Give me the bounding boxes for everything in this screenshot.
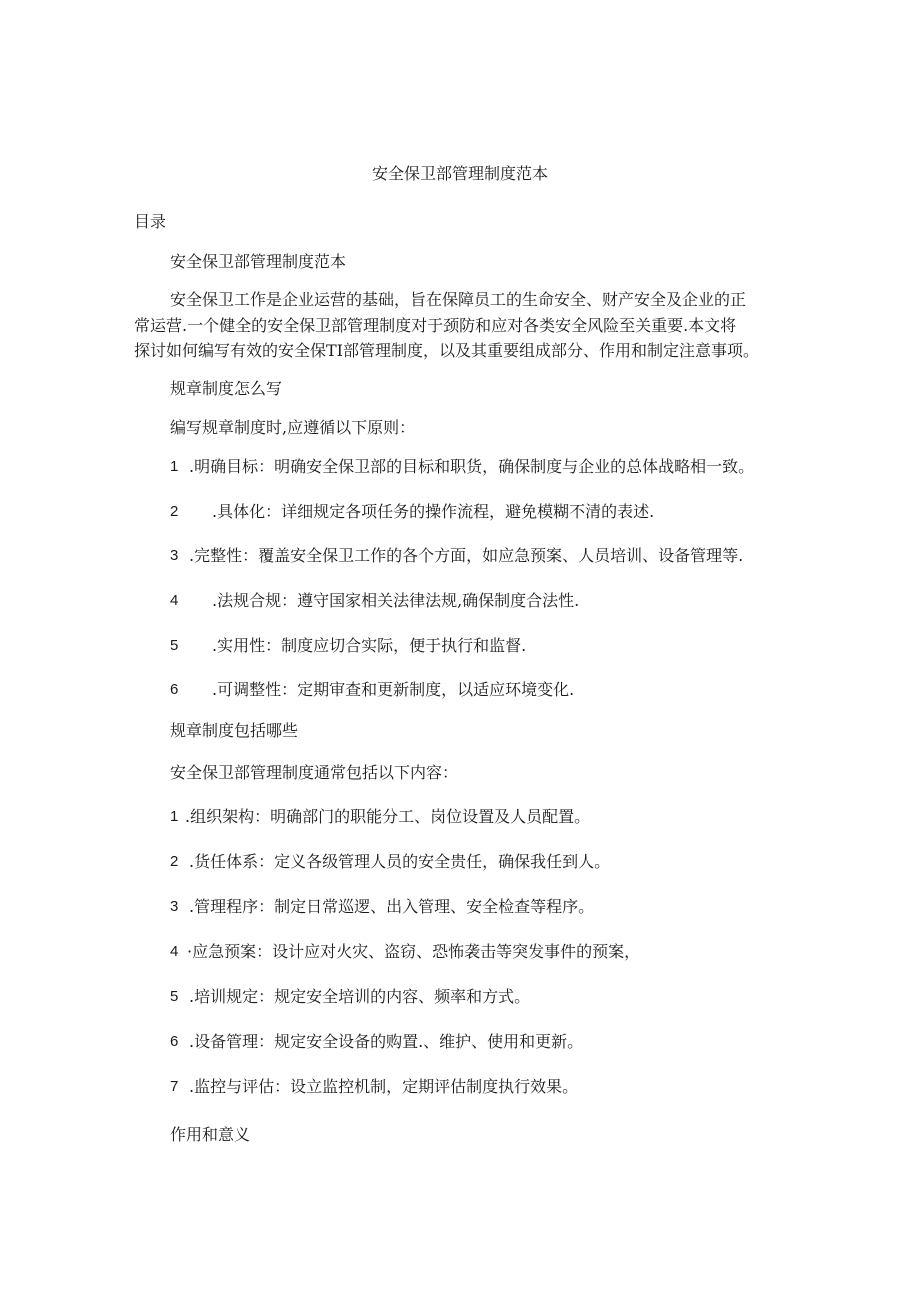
- list-item-text: .组织架构：明确部门的职能分工、岗位设置及人员配置。: [185, 807, 591, 826]
- section-heading: 规章制度怎么写: [170, 379, 283, 398]
- list-item-number: 4: [170, 943, 179, 960]
- intro-line-2: 常运营.一个健全的安全保卫部管理制度对于颈防和应对各类安全风险至关重要.本文将: [134, 316, 737, 335]
- list-item-number: 6: [170, 1033, 179, 1050]
- list-item-text: .具体化：详细规定各项任务的操作流程，避免模糊不清的表述.: [212, 502, 655, 521]
- list-item-number: 5: [170, 988, 179, 1005]
- list-item-text: .法规合规：遵守国家相关法律法规,确保制度合法性.: [212, 591, 580, 610]
- list-item-number: 1: [170, 808, 179, 825]
- intro-line-1: 安全保卫工作是企业运营的基础，旨在保障员工的生命安全、财产安全及企业的正: [170, 290, 747, 309]
- list-item-text: .可调整性：定期审查和更新制度，以适应环境变化.: [212, 680, 575, 699]
- list-item-number: 3: [170, 547, 179, 564]
- list-item-text: .明确目标：明确安全保卫部的目标和职货，确保制度与企业的总体战略相一致。: [189, 457, 755, 476]
- list-item-number: 2: [170, 853, 179, 870]
- list-item-number: 5: [170, 637, 179, 654]
- toc-label: 目录: [134, 212, 167, 231]
- list-item-text: .完整性：覆盖安全保卫工作的各个方面，如应急预案、人员培训、设备管理等.: [189, 546, 744, 565]
- list-item-number: 2: [170, 503, 179, 520]
- list-item-number: 3: [170, 898, 179, 915]
- list-item-number: 7: [170, 1078, 179, 1095]
- section-heading: 规章制度包括哪些: [170, 721, 299, 740]
- list-item-text: .设备管理：规定安全设备的购置.、维护、使用和更新。: [189, 1032, 584, 1051]
- list-item-text: ·应急预案：设计应对火灾、盗窃、恐怖袭击等突发事件的预案，: [187, 942, 641, 961]
- list-item-number: 4: [170, 592, 179, 609]
- document-title: 安全保卫部管理制度范本: [371, 164, 548, 183]
- list-item-number: 6: [170, 681, 179, 698]
- list-item-text: .实用性：制度应切合实际，便于执行和监督.: [212, 636, 527, 655]
- list-item-text: .监控与评估：设立监控机制，定期评估制度执行效果。: [189, 1077, 579, 1096]
- section-heading: 作用和意义: [170, 1125, 251, 1144]
- section-lead: 编写规章制度时,应遵循以下原则：: [170, 418, 416, 437]
- section-lead: 安全保卫部管理制度通常包括以下内容：: [170, 763, 459, 782]
- list-item-text: .培训规定：规定安全培训的内容、频率和方式。: [189, 987, 531, 1006]
- list-item-number: 1: [170, 458, 179, 475]
- list-item-text: .货任体系：定义各级管理人员的安全贵任，确保我任到人。: [189, 852, 611, 871]
- list-item-text: .管理程序：制定日常巡逻、出入管理、安全检查等程序。: [189, 897, 595, 916]
- toc-entry: 安全保卫部管理制度范本: [170, 252, 347, 271]
- intro-line-3: 探讨如何编写有效的安全保TI部管理制度，以及其重要组成部分、作用和制定注意事项。: [134, 341, 759, 360]
